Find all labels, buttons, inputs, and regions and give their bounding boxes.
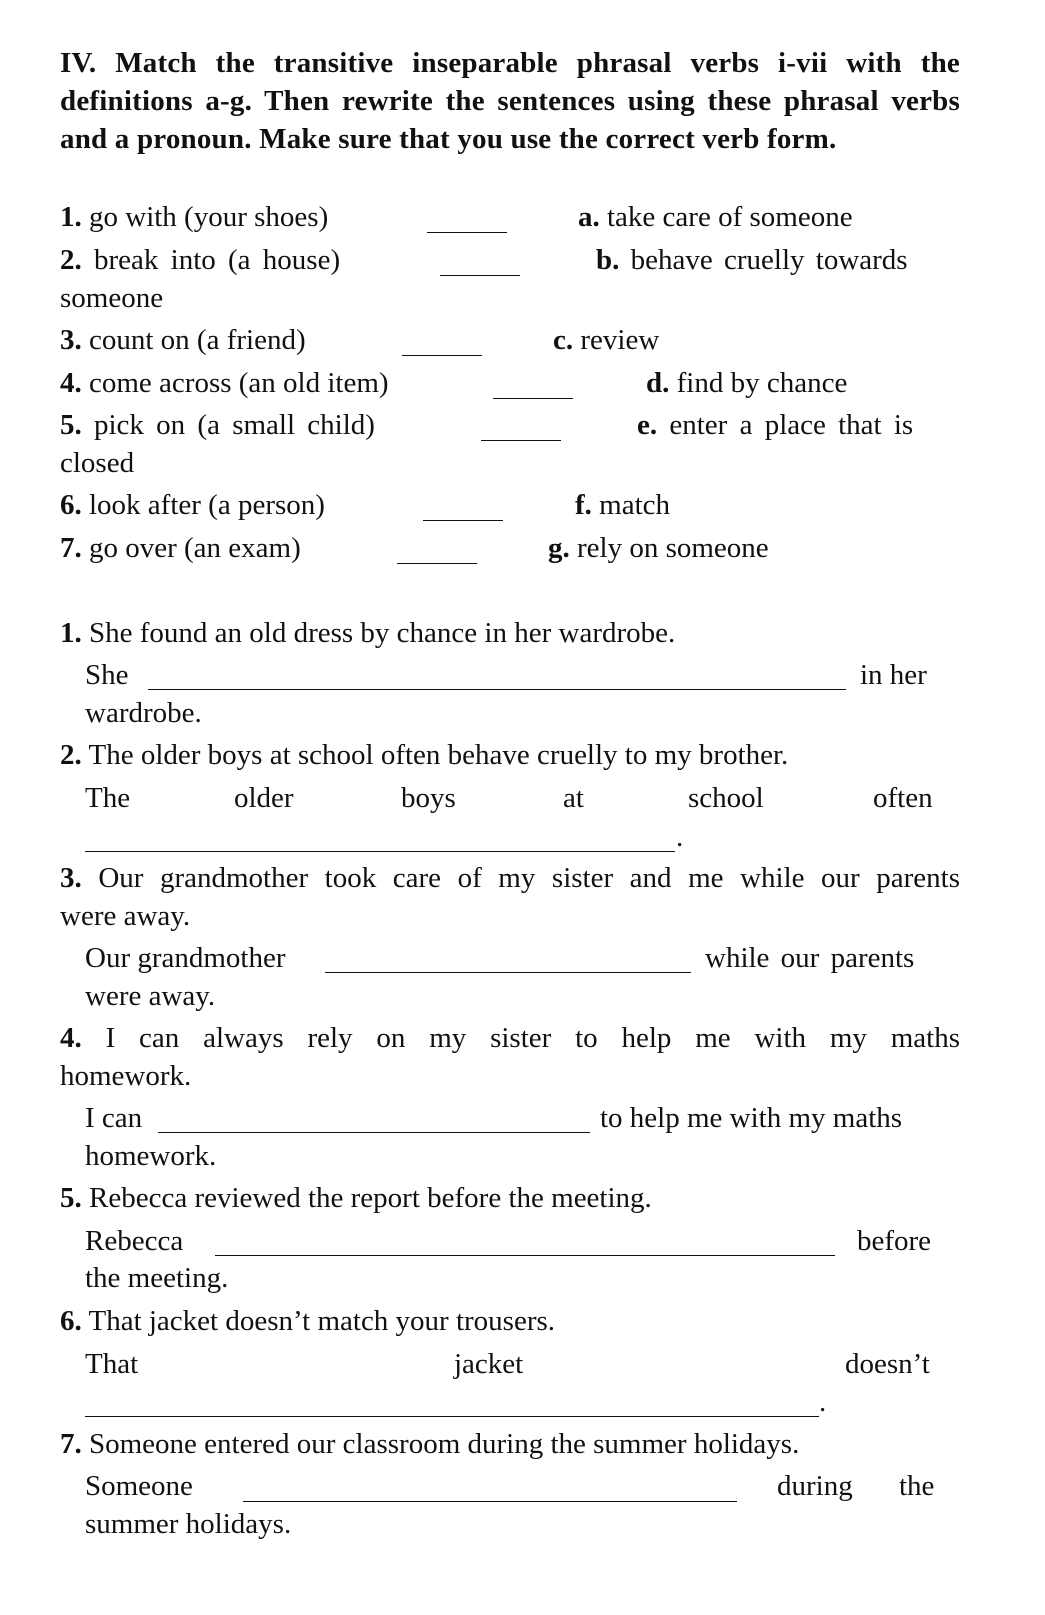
definition-text: behave cruelly towards — [630, 244, 908, 276]
match-row — [0, 198, 1045, 238]
original-line — [60, 859, 960, 897]
definition-letter: g. — [548, 532, 570, 564]
match-answer-blank[interactable] — [493, 398, 573, 399]
answer-start: Someone — [85, 1470, 193, 1502]
match-answer-blank[interactable] — [423, 520, 503, 521]
verb-text: go with (your shoes) — [89, 201, 329, 233]
answer-end: in her — [860, 659, 927, 691]
rewrite-number: 4. — [60, 1022, 82, 1054]
rewrite-original — [60, 859, 960, 935]
verb-wrap-text: closed — [60, 447, 135, 479]
match-row — [0, 241, 1045, 281]
original-sentence: She found an old dress by chance in her wardrobe. — [89, 617, 676, 649]
answer-end: before — [857, 1225, 932, 1257]
original-sentence: That jacket doesn’t match your trousers. — [88, 1305, 556, 1337]
answer-word: doesn’t — [845, 1348, 930, 1380]
rewrite-answer-line — [0, 939, 1045, 979]
rewrite-number: 7. — [60, 1428, 82, 1460]
verb-number: 5. — [60, 409, 82, 441]
verb-item — [60, 198, 328, 236]
rewrite-answer-line — [0, 1222, 1045, 1262]
original-sentence: The older boys at school often behave cruelly to my brother. — [88, 739, 789, 771]
definition-text: rely on someone — [577, 532, 769, 564]
answer-continuation: the meeting. — [85, 1262, 229, 1294]
answer-continuation: summer holidays. — [85, 1508, 292, 1540]
verb-text: go over (an exam) — [89, 532, 301, 564]
definition-item — [637, 406, 913, 444]
definition-item — [578, 198, 853, 236]
answer-continuation: were away. — [85, 980, 216, 1012]
rewrite-number: 2. — [60, 739, 82, 771]
verb-item — [60, 406, 375, 444]
rewrite-answer-line — [0, 656, 1045, 696]
verb-text: look after (a person) — [89, 489, 325, 521]
rewrite-answer-blank[interactable] — [243, 1501, 737, 1502]
answer-start: She — [85, 659, 129, 691]
rewrite-answer-line — [0, 1467, 1045, 1507]
answer-end: to help me with my maths — [600, 1102, 903, 1134]
verb-item — [60, 321, 306, 359]
original-sentence: Someone entered our classroom during the summer holidays. — [89, 1428, 800, 1460]
verb-number: 2. — [60, 244, 82, 276]
answer-word: jacket — [454, 1348, 524, 1380]
answer-word: The — [85, 782, 131, 814]
rewrite-answer-blank[interactable] — [325, 972, 691, 973]
rewrite-original — [60, 736, 788, 774]
rewrite-number: 6. — [60, 1305, 82, 1337]
verb-text: count on (a friend) — [89, 324, 306, 356]
rewrite-answer-line — [0, 1099, 1045, 1139]
match-answer-blank[interactable] — [402, 355, 482, 356]
verb-number: 1. — [60, 201, 82, 233]
match-row — [0, 406, 1045, 446]
answer-end: the — [899, 1470, 935, 1502]
definition-item — [548, 529, 769, 567]
rewrite-answer-line — [0, 1345, 1045, 1385]
verb-item — [60, 486, 325, 524]
match-answer-blank[interactable] — [481, 440, 561, 441]
answer-end: while our parents — [705, 942, 915, 974]
original-sentence: Rebecca reviewed the report before the meeting. — [89, 1182, 652, 1214]
match-answer-blank[interactable] — [427, 232, 507, 233]
verb-number: 3. — [60, 324, 82, 356]
verb-item — [60, 529, 301, 567]
answer-start: Our grandmother — [85, 942, 286, 974]
definition-item — [596, 241, 908, 279]
answer-start: Rebecca — [85, 1225, 184, 1257]
match-row — [0, 321, 1045, 361]
answer-start: I can — [85, 1102, 143, 1134]
definition-letter: b. — [596, 244, 620, 276]
rewrite-original — [60, 614, 675, 652]
verb-text: come across (an old item) — [89, 367, 389, 399]
definition-letter: e. — [637, 409, 658, 441]
match-row — [0, 486, 1045, 526]
answer-end: . — [676, 821, 684, 853]
definition-letter: a. — [578, 201, 600, 233]
rewrite-answer-blank[interactable] — [148, 689, 846, 690]
rewrite-answer-line — [0, 822, 1045, 862]
answer-word: boys — [401, 782, 456, 814]
answer-word: often — [873, 782, 933, 814]
rewrite-original — [60, 1425, 799, 1463]
original-sentence: Our grandmother took care of my sister and me while our parents — [98, 862, 961, 894]
answer-end: . — [819, 1386, 827, 1418]
rewrite-number: 1. — [60, 617, 82, 649]
answer-end: during — [777, 1470, 853, 1502]
rewrite-answer-blank[interactable] — [85, 851, 675, 852]
verb-number: 6. — [60, 489, 82, 521]
definition-item — [646, 364, 847, 402]
definition-letter: d. — [646, 367, 670, 399]
definition-text: take care of someone — [607, 201, 853, 233]
verb-text: break into (a house) — [94, 244, 341, 276]
original-line — [60, 1019, 960, 1057]
rewrite-original — [60, 1302, 555, 1340]
original-sentence: I can always rely on my sister to help me with my maths — [105, 1022, 961, 1054]
rewrite-answer-line — [0, 1386, 1045, 1426]
answer-word: older — [234, 782, 294, 814]
rewrite-number: 3. — [60, 862, 82, 894]
answer-continuation: homework. — [85, 1140, 217, 1172]
answer-word: school — [688, 782, 764, 814]
match-answer-blank[interactable] — [440, 275, 520, 276]
match-row — [0, 364, 1045, 404]
rewrite-number: 5. — [60, 1182, 82, 1214]
definition-letter: f. — [575, 489, 592, 521]
definition-item — [575, 486, 670, 524]
rewrite-answer-blank[interactable] — [158, 1132, 590, 1133]
match-row — [0, 529, 1045, 569]
verb-number: 7. — [60, 532, 82, 564]
verb-item — [60, 364, 389, 402]
exercise-heading: IV. Match the transitive inseparable phrasal verbs i-vii with the definitions a-g. Then rewrite the sentences using these phrasal verbs and a pronoun. Make sure that you use the correct verb form. — [60, 47, 960, 155]
rewrite-answer-blank[interactable] — [215, 1255, 835, 1256]
rewrite-original — [60, 1179, 652, 1217]
answer-word: at — [563, 782, 584, 814]
definition-item — [553, 321, 659, 359]
verb-text: pick on (a small child) — [94, 409, 375, 441]
rewrite-original — [60, 1019, 960, 1095]
match-answer-blank[interactable] — [397, 563, 477, 564]
verb-wrap-text: someone — [60, 282, 164, 314]
verb-item — [60, 241, 340, 279]
rewrite-answer-line — [0, 779, 1045, 819]
rewrite-answer-blank[interactable] — [85, 1416, 819, 1417]
original-sentence-cont: homework. — [60, 1060, 192, 1092]
definition-text: review — [580, 324, 660, 356]
answer-word: That — [85, 1348, 139, 1380]
definition-letter: c. — [553, 324, 574, 356]
definition-text: enter a place that is — [669, 409, 914, 441]
verb-number: 4. — [60, 367, 82, 399]
definition-text: match — [599, 489, 671, 521]
definition-text: find by chance — [676, 367, 848, 399]
answer-continuation: wardrobe. — [85, 697, 202, 729]
original-sentence-cont: were away. — [60, 900, 191, 932]
